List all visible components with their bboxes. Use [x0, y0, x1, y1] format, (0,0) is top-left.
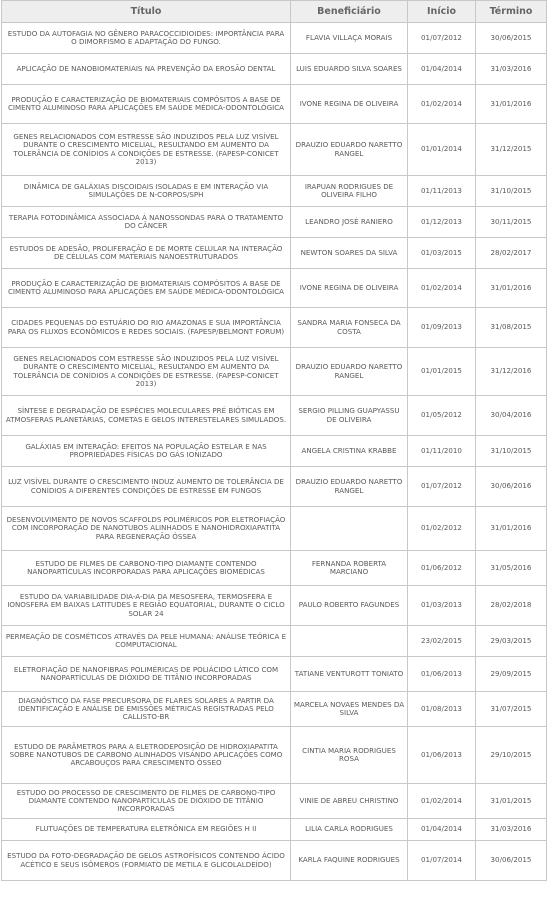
end-date: 29/03/2015: [476, 626, 547, 657]
beneficiary: IVONE REGINA DE OLIVEIRA: [291, 269, 408, 308]
project-title: GALÁXIAS EM INTERAÇÃO: EFEITOS NA POPULAÇÃO ESTELAR E NAS PROPRIEDADES FÍSICAS DO GÁS IONIZADO: [2, 436, 291, 467]
end-date: 30/04/2016: [476, 396, 547, 436]
table-row: [2, 626, 547, 657]
header-inicio: Início: [408, 1, 476, 23]
start-date: 01/04/2014: [408, 54, 476, 85]
table-row: [2, 85, 547, 124]
table-row: [2, 176, 547, 207]
start-date: 01/02/2014: [408, 784, 476, 819]
end-date: 29/10/2015: [476, 727, 547, 784]
start-date: 01/07/2012: [408, 23, 476, 54]
table-row: [2, 436, 547, 467]
beneficiary: IRAPUAN RODRIGUES DE OLIVEIRA FILHO: [291, 176, 408, 207]
table-row: [2, 841, 547, 881]
end-date: 31/10/2015: [476, 436, 547, 467]
table-row: [2, 727, 547, 784]
project-title: ESTUDO DA AUTOFAGIA NO GÊNERO PARACOCCIDIOIDES: IMPORTÂNCIA PARA O DIMORFISMO E ADAPTAÇÃO DO FUNGO.: [2, 23, 291, 54]
table-row: [2, 348, 547, 396]
header-titulo: Título: [2, 1, 291, 23]
beneficiary: SERGIO PILLING GUAPYASSU DE OLIVEIRA: [291, 396, 408, 436]
table-row: [2, 207, 547, 238]
table-row: [2, 54, 547, 85]
end-date: 30/11/2015: [476, 207, 547, 238]
end-date: 31/03/2016: [476, 819, 547, 841]
beneficiary: IVONE REGINA DE OLIVEIRA: [291, 85, 408, 124]
start-date: 01/11/2013: [408, 176, 476, 207]
project-title: DIAGNÓSTICO DA FASE PRECURSORA DE FLARES SOLARES A PARTIR DA IDENTIFICAÇÃO E ANÁLISE DE EMISSÕES MÉTRICAS REGISTRADAS PELO CALLISTO-BR: [2, 692, 291, 727]
beneficiary: DRAUZIO EDUARDO NARETTO RANGEL: [291, 124, 408, 176]
project-title: LUZ VISÍVEL DURANTE O CRESCIMENTO INDUZ AUMENTO DE TOLERÂNCIA DE CONÍDIOS A DIFERENTES CONDIÇÕES DE ESTRESSE EM FUNGOS: [2, 467, 291, 507]
beneficiary: DRAUZIO EDUARDO NARETTO RANGEL: [291, 348, 408, 396]
start-date: 01/04/2014: [408, 819, 476, 841]
project-title: PERMEAÇÃO DE COSMÉTICOS ATRAVÉS DA PELE HUMANA: ANÁLISE TEÓRICA E COMPUTACIONAL: [2, 626, 291, 657]
beneficiary: CINTIA MARIA RODRIGUES ROSA: [291, 727, 408, 784]
end-date: 28/02/2017: [476, 238, 547, 269]
project-title: ESTUDO DA FOTO-DEGRADAÇÃO DE GELOS ASTROFÍSICOS CONTENDO ÁCIDO ACÉTICO E SEUS ISÔMEROS (FORMIATO DE METILA E GLICOLALDEÍDO): [2, 841, 291, 881]
table-row: [2, 396, 547, 436]
beneficiary: DRAUZIO EDUARDO NARETTO RANGEL: [291, 467, 408, 507]
start-date: 01/07/2012: [408, 467, 476, 507]
project-title: ELETROFIAÇÃO DE NANOFIBRAS POLIMÉRICAS DE POLIÁCIDO LÁTICO COM NANOPARTÍCULAS DE DIÓXIDO DE TITÂNIO INCORPORADAS: [2, 657, 291, 692]
project-title: ESTUDO DO PROCESSO DE CRESCIMENTO DE FILMES DE CARBONO-TIPO DIAMANTE CONTENDO NANOPARTÍCULAS DE DIÓXIDO DE TITÂNIO INCORPORADAS: [2, 784, 291, 819]
end-date: 28/02/2018: [476, 586, 547, 626]
start-date: 01/09/2013: [408, 308, 476, 348]
start-date: 01/08/2013: [408, 692, 476, 727]
project-title: ESTUDO DE PARÂMETROS PARA A ELETRODEPOSIÇÃO DE HIDROXIAPATITA SOBRE NANOTUBOS DE CARBONO ALINHADOS VISANDO APLICAÇÕES COMO ARCABOUÇOS PARA CRESCIMENTO ÓSSEO: [2, 727, 291, 784]
start-date: 01/01/2015: [408, 348, 476, 396]
start-date: 01/06/2013: [408, 657, 476, 692]
project-title: ESTUDO DA VARIABILIDADE DIA-A-DIA DA MESOSFERA, TERMOSFERA E IONOSFERA EM BAIXAS LATITUDES E REGIÃO EQUATORIAL, DURANTE O CICLO SOLAR 24: [2, 586, 291, 626]
start-date: 01/07/2014: [408, 841, 476, 881]
beneficiary: KARLA FAQUINE RODRIGUES: [291, 841, 408, 881]
start-date: 01/06/2013: [408, 727, 476, 784]
beneficiary: LUIS EDUARDO SILVA SOARES: [291, 54, 408, 85]
beneficiary: MARCELA NOVAES MENDES DA SILVA: [291, 692, 408, 727]
end-date: 29/09/2015: [476, 657, 547, 692]
end-date: 31/01/2016: [476, 85, 547, 124]
project-title: GENES RELACIONADOS COM ESTRESSE SÃO INDUZIDOS PELA LUZ VISÍVEL DURANTE O CRESCIMENTO MICELIAL, RESULTANDO EM AUMENTO DA TOLERÂNCIA DE CONÍDIOS A CONDIÇÕES DE ESTRESSE. (FAPESP-CONICET 2013): [2, 124, 291, 176]
start-date: 01/06/2012: [408, 551, 476, 586]
project-title: ESTUDOS DE ADESÃO, PROLIFERAÇÃO E DE MORTE CELULAR NA INTERAÇÃO DE CÉLULAS COM MATERIAIS NANOESTRUTURADOS: [2, 238, 291, 269]
beneficiary: LEANDRO JOSÉ RANIERO: [291, 207, 408, 238]
beneficiary: SANDRA MARIA FONSECA DA COSTA: [291, 308, 408, 348]
beneficiary: VINIE DE ABREU CHRISTINO: [291, 784, 408, 819]
start-date: 01/01/2014: [408, 124, 476, 176]
start-date: 01/03/2015: [408, 238, 476, 269]
table-row: [2, 692, 547, 727]
start-date: 01/05/2012: [408, 396, 476, 436]
project-title: PRODUÇÃO E CARACTERIZAÇÃO DE BIOMATERIAIS COMPÓSITOS A BASE DE CIMENTO ALUMINOSO PARA APLICAÇÕES EM SAÚDE MÉDICA-ODONTOLÓGICA: [2, 85, 291, 124]
beneficiary: FLAVIA VILLAÇA MORAIS: [291, 23, 408, 54]
project-title: DESENVOLVIMENTO DE NOVOS SCAFFOLDS POLIMÉRICOS POR ELETROFIAÇÃO COM INCORPORAÇÃO DE NANOTUBOS ALINHADOS E NANOHIDROXIAPATITA PARA REGENERAÇÃO ÓSSEA: [2, 507, 291, 551]
beneficiary: LILIA CARLA RODRIGUES: [291, 819, 408, 841]
project-title: ESTUDO DE FILMES DE CARBONO-TIPO DIAMANTE CONTENDO NANOPARTÍCULAS INCORPORADAS PARA APLICAÇÕES BIOMÉDICAS: [2, 551, 291, 586]
header-beneficiario: Beneficiário: [291, 1, 408, 23]
table-body: [2, 23, 547, 881]
beneficiary: [291, 626, 408, 657]
project-title: GENES RELACIONADOS COM ESTRESSE SÃO INDUZIDOS PELA LUZ VISÍVEL DURANTE O CRESCIMENTO MICELIAL, RESULTANDO EM AUMENTO DA TOLERÂNCIA DE CONÍDIOS A CONDIÇÕES DE ESTRESSE. (FAPESP-CONICET 2013): [2, 348, 291, 396]
project-title: SÍNTESE E DEGRADAÇÃO DE ESPÉCIES MOLECULARES PRÉ BIÓTICAS EM ATMOSFERAS PLANETÁRIAS, COMETAS E GELOS INTERESTELARES SIMULADOS.: [2, 396, 291, 436]
table-row: [2, 124, 547, 176]
project-title: FLUTUAÇÕES DE TEMPERATURA ELETRÔNICA EM REGIÕES H II: [2, 819, 291, 841]
table-row: [2, 467, 547, 507]
project-title: PRODUÇÃO E CARACTERIZAÇÃO DE BIOMATERIAIS COMPÓSITOS A BASE DE CIMENTO ALUMINOSO PARA APLICAÇÕES EM SAÚDE MÉDICA-ODONTOLÓGICA: [2, 269, 291, 308]
project-title: CIDADES PEQUENAS DO ESTUÁRIO DO RIO AMAZONAS E SUA IMPORTÂNCIA PARA OS FLUXOS ECONÔMICOS E REDES SOCIAIS. (FAPESP/BELMONT FORUM): [2, 308, 291, 348]
end-date: 31/05/2016: [476, 551, 547, 586]
end-date: 30/06/2015: [476, 841, 547, 881]
start-date: 01/03/2013: [408, 586, 476, 626]
start-date: 01/11/2010: [408, 436, 476, 467]
end-date: 31/10/2015: [476, 176, 547, 207]
project-title: APLICAÇÃO DE NANOBIOMATERIAIS NA PREVENÇÃO DA EROSÃO DENTAL: [2, 54, 291, 85]
table-row: [2, 269, 547, 308]
end-date: 31/01/2015: [476, 784, 547, 819]
end-date: 31/01/2016: [476, 269, 547, 308]
end-date: 31/07/2015: [476, 692, 547, 727]
beneficiary: ANGELA CRISTINA KRABBE: [291, 436, 408, 467]
table-row: [2, 784, 547, 819]
beneficiary: TATIANE VENTUROTT TONIATO: [291, 657, 408, 692]
start-date: 01/02/2014: [408, 269, 476, 308]
table-row: [2, 507, 547, 551]
beneficiary: PAULO ROBERTO FAGUNDES: [291, 586, 408, 626]
start-date: 01/02/2012: [408, 507, 476, 551]
project-title: DINÂMICA DE GALÁXIAS DISCOIDAIS ISOLADAS E EM INTERAÇÃO VIA SIMULAÇÕES DE N-CORPOS/SPH: [2, 176, 291, 207]
start-date: 01/02/2014: [408, 85, 476, 124]
projects-table: [1, 0, 547, 881]
project-title: TERAPIA FOTODINÂMICA ASSOCIADA À NANOSSONDAS PARA O TRATAMENTO DO CÂNCER: [2, 207, 291, 238]
start-date: 23/02/2015: [408, 626, 476, 657]
beneficiary: NEWTON SOARES DA SILVA: [291, 238, 408, 269]
end-date: 30/06/2015: [476, 23, 547, 54]
table-row: [2, 586, 547, 626]
beneficiary: [291, 507, 408, 551]
table-row: [2, 238, 547, 269]
end-date: 31/01/2016: [476, 507, 547, 551]
table-row: [2, 308, 547, 348]
end-date: 31/08/2015: [476, 308, 547, 348]
table-row: [2, 819, 547, 841]
beneficiary: FERNANDA ROBERTA MARCIANO: [291, 551, 408, 586]
header-termino: Término: [476, 1, 547, 23]
end-date: 30/06/2016: [476, 467, 547, 507]
table-row: [2, 551, 547, 586]
end-date: 31/03/2016: [476, 54, 547, 85]
table-row: [2, 657, 547, 692]
table-row: [2, 23, 547, 54]
start-date: 01/12/2013: [408, 207, 476, 238]
end-date: 31/12/2016: [476, 348, 547, 396]
end-date: 31/12/2015: [476, 124, 547, 176]
header-row: [2, 1, 547, 23]
